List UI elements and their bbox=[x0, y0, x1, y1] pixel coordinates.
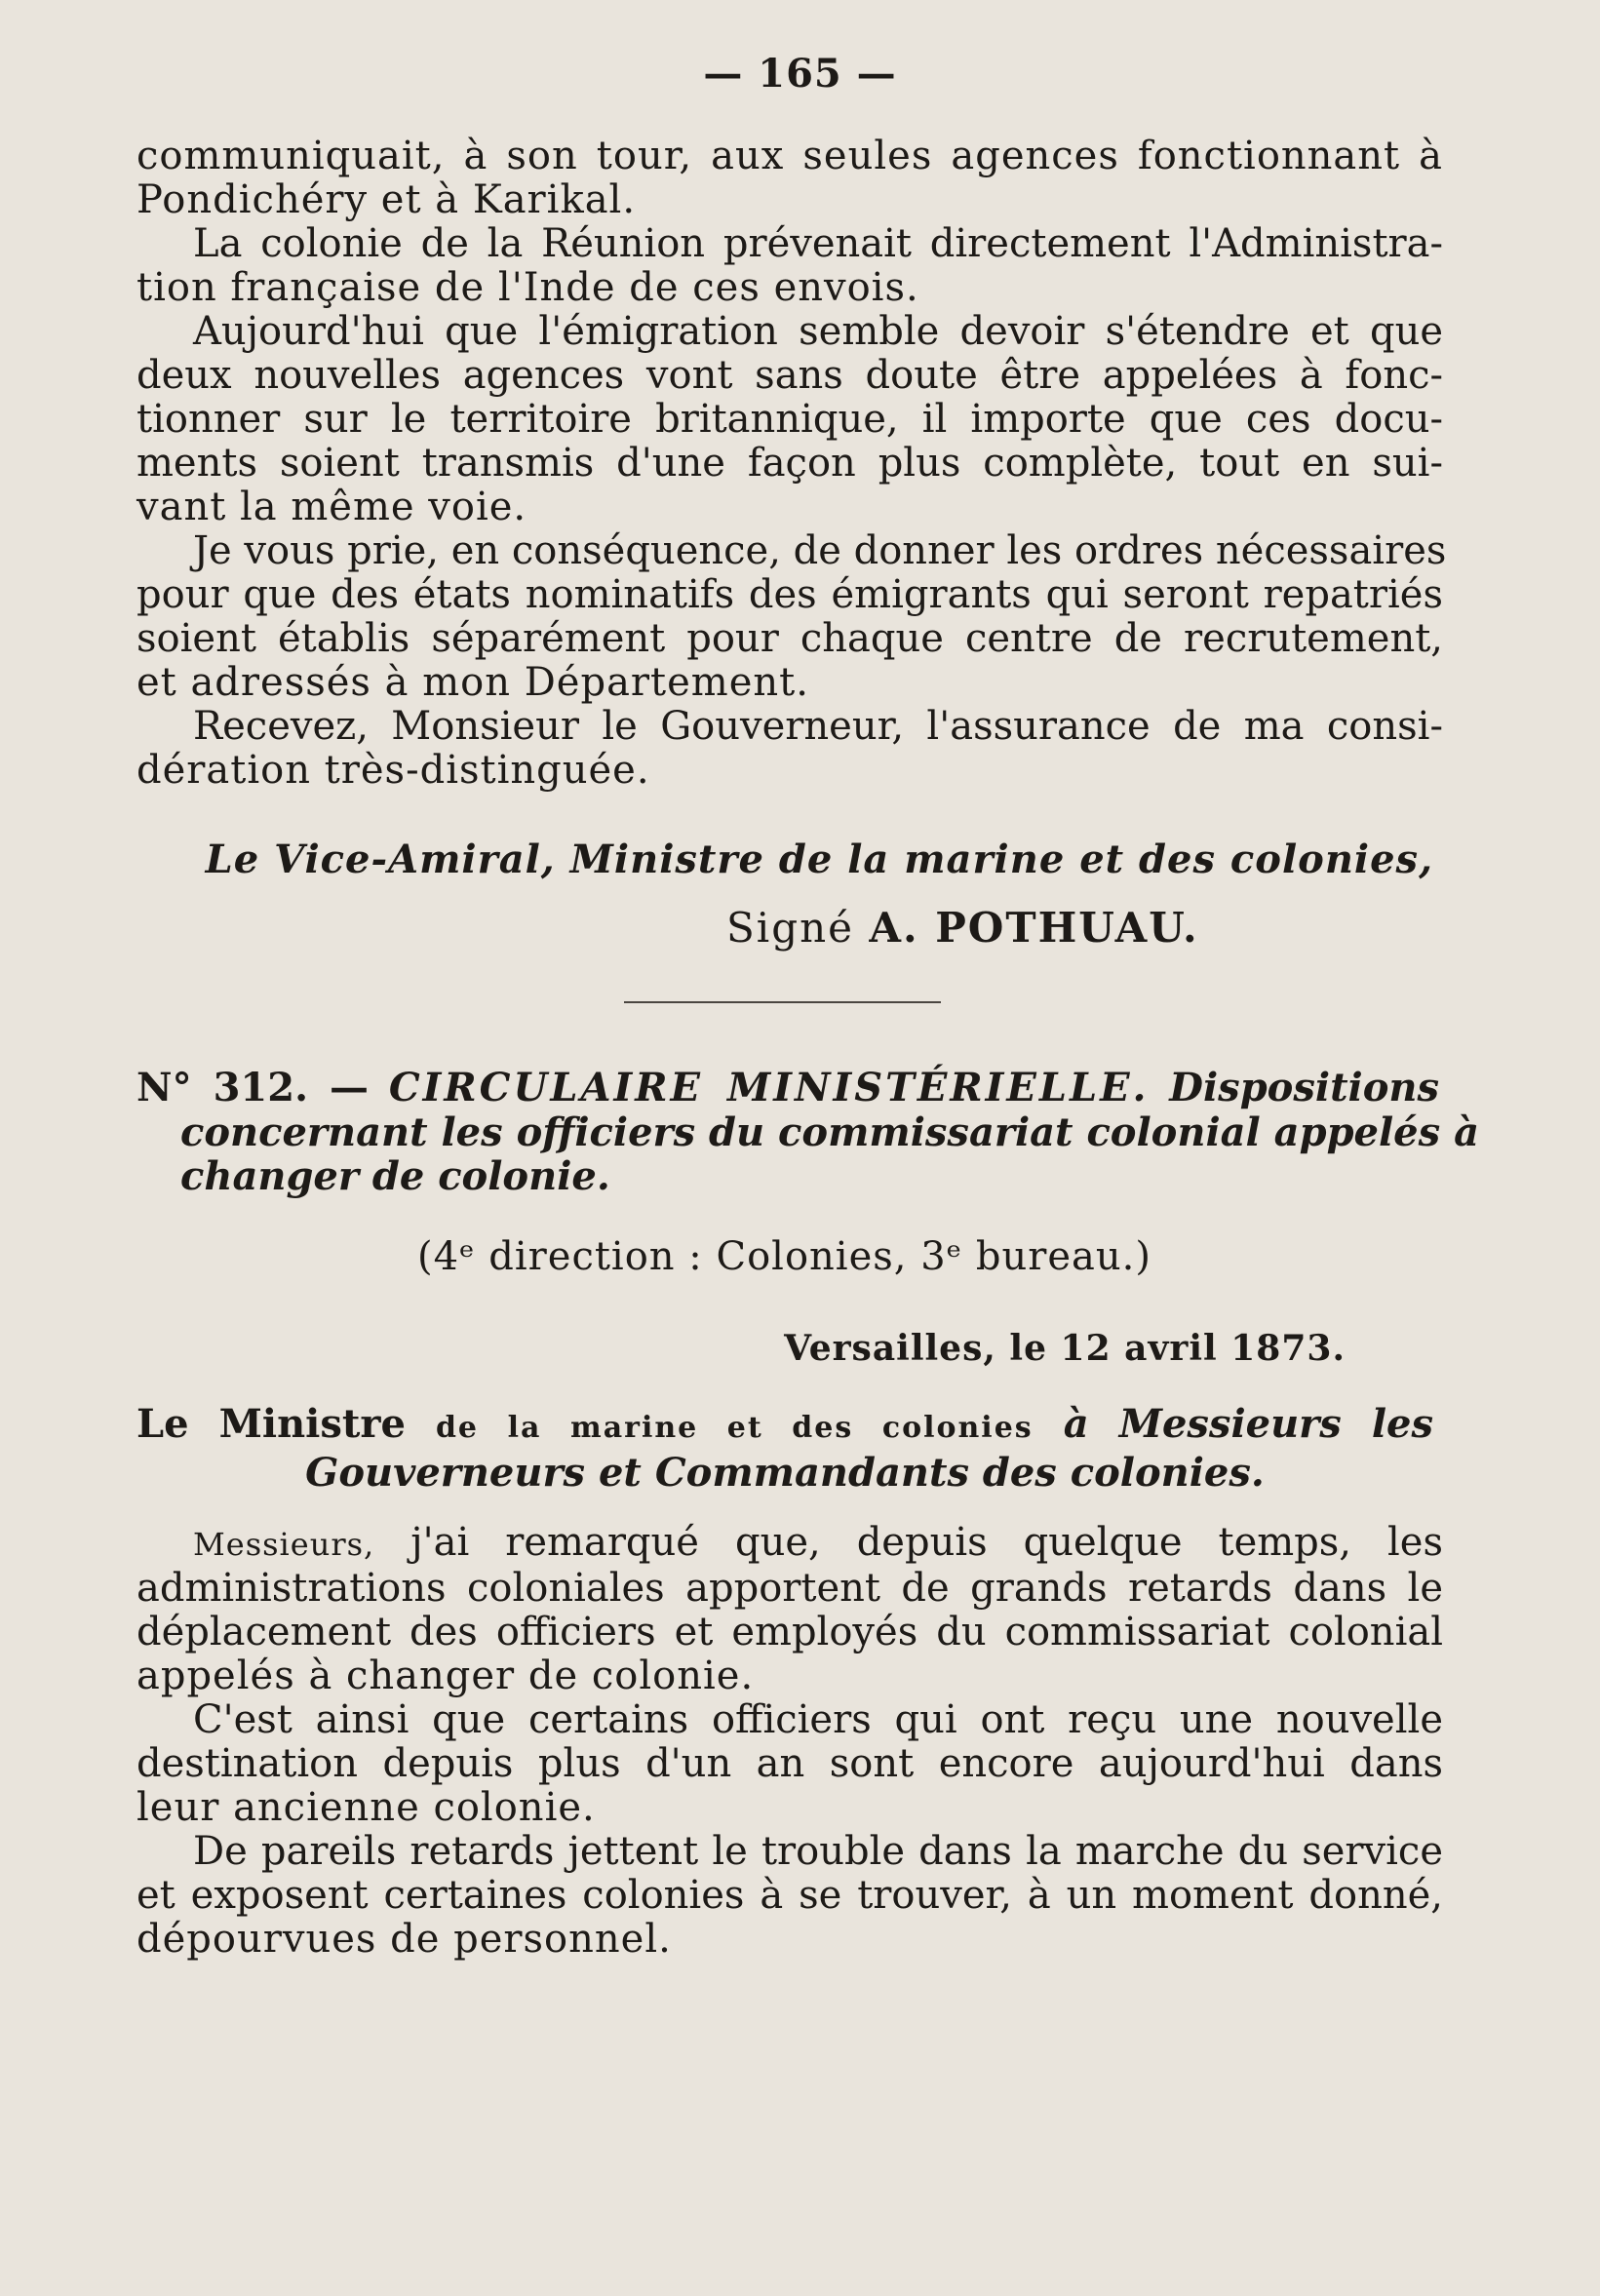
text-line: Pondichéry et à Karikal. bbox=[137, 177, 637, 222]
text-line: appelés à changer de colonie. bbox=[137, 1654, 755, 1698]
text-line: communiquait, à son tour, aux seules agences fonctionnant à bbox=[137, 134, 1443, 178]
text-line: et adressés à mon Département. bbox=[137, 660, 809, 705]
circular-direction: (4ᵉ direction : Colonies, 3ᵉ bureau.) bbox=[417, 1234, 1151, 1279]
text-line: déplacement des officiers et employés du commissariat colonial bbox=[137, 1610, 1443, 1654]
text-line: administrations coloniales apportent de grands retards dans le bbox=[137, 1566, 1443, 1611]
circular-dateline: Versailles, le 12 avril 1873. bbox=[784, 1328, 1346, 1369]
address-le: Le bbox=[137, 1401, 189, 1447]
text-line: soient établis séparément pour chaque centre de recrutement, bbox=[137, 616, 1443, 661]
circular-subject-line: concernant les officiers du commissariat colonial appelés à bbox=[180, 1109, 1479, 1155]
text-line: Recevez, Monsieur le Gouverneur, l'assurance de ma consi- bbox=[193, 704, 1443, 749]
text-line: et exposent certaines colonies à se trouver, à un moment donné, bbox=[137, 1873, 1443, 1918]
signature-signed-label: Signé bbox=[726, 904, 854, 952]
text-line: leur ancienne colonie. bbox=[137, 1785, 596, 1830]
letter-body-continuation bbox=[137, 134, 1447, 793]
text-line: tionner sur le territoire britannique, il importe que ces docu- bbox=[137, 397, 1443, 442]
text-line: deux nouvelles agences vont sans doute être appelées à fonc- bbox=[137, 353, 1443, 398]
circular-title: CIRCULAIRE MINISTÉRIELLE. bbox=[388, 1065, 1150, 1110]
circular-heading bbox=[137, 1065, 1479, 1199]
address-caps: de la marine et des colonies bbox=[435, 1411, 1034, 1445]
address-recipients-line: Gouverneurs et Commandants des colonies. bbox=[305, 1450, 1265, 1496]
circular-number: N° 312. — bbox=[137, 1065, 370, 1110]
address-ministre: Ministre bbox=[218, 1401, 406, 1447]
text-line: De pareils retards jettent le trouble dans la marche du service bbox=[193, 1829, 1443, 1874]
circular-address bbox=[137, 1402, 1433, 1496]
text-line: C'est ainsi que certains officiers qui ont reçu une nouvelle bbox=[193, 1697, 1443, 1742]
page-number: — 165 — bbox=[703, 51, 897, 97]
circular-subject-start: Dispositions bbox=[1169, 1065, 1440, 1110]
text-line: dépourvues de personnel. bbox=[137, 1917, 672, 1962]
text-line: ments soient transmis d'une façon plus complète, tout en sui- bbox=[137, 441, 1443, 486]
signature-signer: A. POTHUAU. bbox=[869, 904, 1199, 952]
text-line: La colonie de la Réunion prévenait directement l'Administra- bbox=[193, 221, 1443, 266]
circular-body bbox=[137, 1521, 1443, 1962]
text-line: Aujourd'hui que l'émigration semble devoir s'étendre et que bbox=[193, 309, 1443, 354]
text-line: destination depuis plus d'un an sont encore aujourd'hui dans bbox=[137, 1741, 1443, 1786]
text-line: dération très-distinguée. bbox=[137, 748, 650, 793]
text-line: Je vous prie, en conséquence, de donner les ordres nécessaires bbox=[193, 528, 1447, 573]
text-line: vant la même voie. bbox=[137, 485, 527, 529]
signature-name bbox=[726, 904, 1199, 952]
signature-title: Le Vice-Amiral, Ministre de la marine et des colonies, bbox=[205, 837, 1433, 882]
body-first-line: j'ai remarqué que, depuis quelque temps, les bbox=[410, 1520, 1444, 1565]
text-line: pour que des états nominatifs des émigrants qui seront repatriés bbox=[137, 572, 1443, 617]
text-line: tion française de l'Inde de ces envois. bbox=[137, 265, 919, 310]
body-salutation: Messieurs, bbox=[193, 1526, 375, 1563]
section-separator bbox=[624, 1001, 941, 1003]
circular-subject-line: changer de colonie. bbox=[180, 1153, 610, 1199]
address-recipients: à Messieurs les bbox=[1063, 1401, 1433, 1447]
